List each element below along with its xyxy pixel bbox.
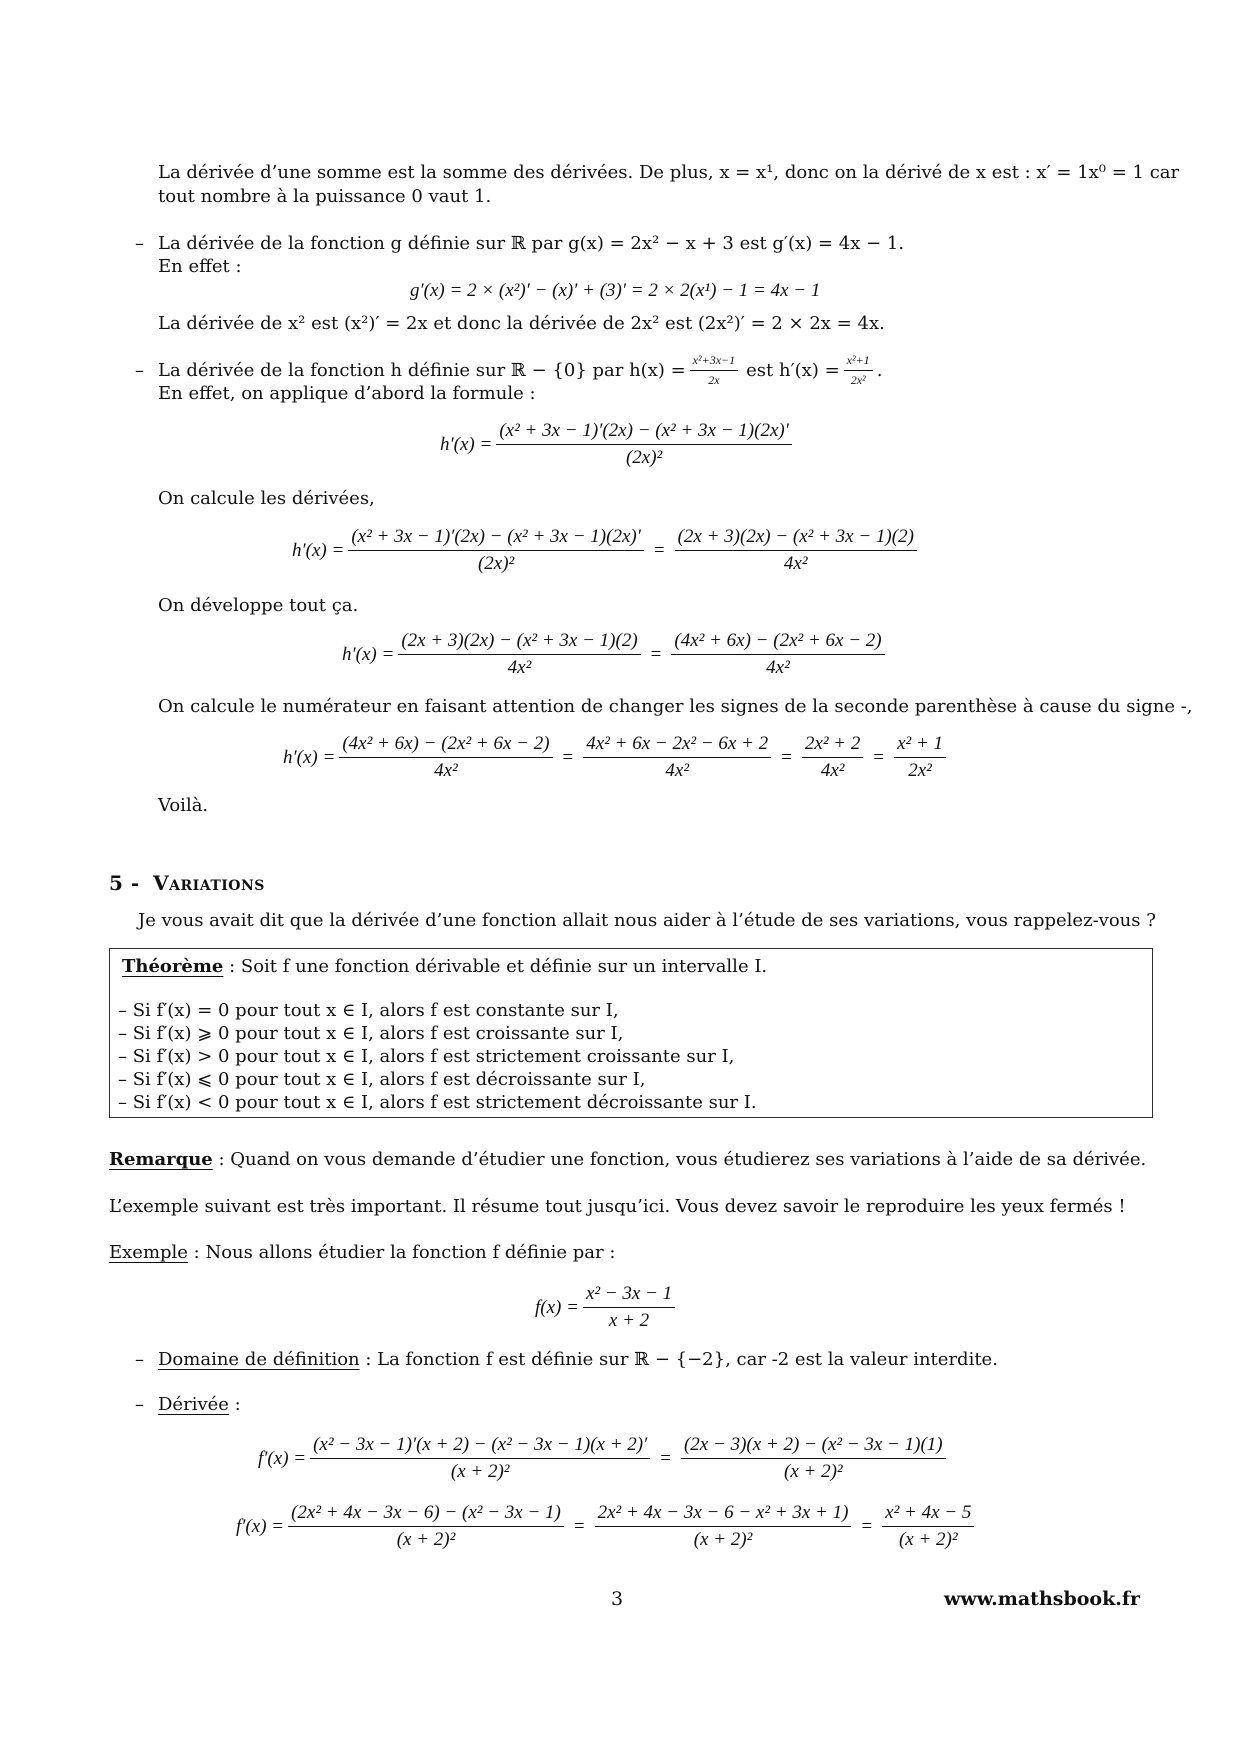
theorem-item: – Si f′(x) > 0 pour tout x ∈ I, alors f est strictement croissante sur I, [118,1046,735,1067]
text-developpe: On développe tout ça. [158,595,359,616]
fraction [348,526,644,575]
fraction-numerator: 2x² + 4x − 3x − 6 − x² + 3x + 1) [595,1502,852,1527]
fraction [339,733,552,782]
fraction-numerator: x²+1 [844,353,873,371]
fraction-denominator: 2x² [850,372,866,387]
fraction [310,1434,650,1483]
item-g-line-1: La dérivée de la fonction g définie sur ℝ par g(x) = 2x² − x + 3 est g′(x) = 4x − 1. [158,233,905,254]
equation-h-derivatives: h′(x) = $\frac{\text{(x² + 3x − 1)′(2x) − (x² + 3x − 1)(2x)′}}{\text{(2x)²}}$ = $\frac{\text{(2x + 3)(2x) − (x² + 3x − 1)(2)}}{\text{4x²}}$ [292,526,921,575]
fraction-denominator: 4x² [507,657,532,678]
section-number: 5 - [109,871,140,895]
theorem-statement [122,956,767,978]
item-h-line-1: La dérivée de la fonction h définie sur ℝ − {0} par h(x) = $\frac{\text{x²+3x−1}}{2x}$ est h′(x) = $\frac{\text{x²+1}}{\text{2x²}}$ . [158,352,883,387]
fraction-denominator: (x + 2)² [898,1529,958,1550]
item-g-line-2: En effet : [158,256,242,277]
fraction-denominator: 4x² [434,760,458,781]
site-url: www.mathsbook.fr [944,1588,1141,1610]
fraction [894,733,946,782]
fraction-denominator: (x + 2)² [693,1529,753,1550]
fraction-numerator: x² + 4x − 5 [882,1502,974,1527]
fraction [496,420,792,469]
equation-lhs: f′(x) = [236,1515,285,1537]
fraction-numerator: (4x² + 6x) − (2x² + 6x − 2) [339,733,552,758]
fraction-denominator: 4x² [766,657,790,678]
fraction [671,630,884,679]
fraction-numerator: (2x² + 4x − 3x − 6) − (x² − 3x − 1) [288,1502,564,1527]
theorem-item: – Si f′(x) < 0 pour tout x ∈ I, alors f est strictement décroissante sur I. [118,1092,757,1113]
section-heading [109,871,265,895]
bullet-dash: – [135,360,144,381]
fraction-denominator: 4x² [783,553,808,574]
equation-g-prime: g′(x) = 2 × (x²)′ − (x)′ + (3)′ = 2 × 2(x¹) − 1 = 4x − 1 [410,280,821,301]
item-h-text-b: est h′(x) = [746,359,840,381]
item-h-line-2: En effet, on applique d’abord la formule : [158,383,536,404]
bullet-dash: – [135,1349,144,1370]
section-title: Variations [153,871,265,895]
fraction-denominator: x + 2 [608,1310,650,1331]
example [109,1242,615,1264]
equation-h-formula [440,420,796,469]
fraction-numerator: 2x² + 2 [802,733,863,758]
fraction-denominator: (x + 2)² [396,1529,456,1550]
equation-f-definition [535,1283,679,1332]
fraction [690,353,738,388]
text-numerateur: On calcule le numérateur en faisant attention de changer les signes de la seconde parenthèse à cause du signe -, [158,696,1193,717]
fraction [595,1502,852,1551]
fraction-denominator: (x + 2)² [450,1461,510,1482]
fraction-denominator: (x + 2)² [784,1461,843,1482]
fraction [288,1502,564,1551]
item-h-text-a: La dérivée de la fonction h définie sur ℝ − {0} par h(x) = [158,359,686,381]
bullet-dash: – [135,233,144,254]
theorem-item: – Si f′(x) ⩾ 0 pour tout x ∈ I, alors f est croissante sur I, [118,1023,624,1044]
equation-lhs: h′(x) = [440,433,493,455]
equation-f-prime-2: f′(x) = $\frac{\text{(2x² + 4x − 3x − 6) − (x² − 3x − 1)}}{\text{(x + 2)²}}$ = $\frac{\text{2x² + 4x − 3x − 6 − x² + 3x + 1)}}{\text{(x + 2)²}}$ = $\frac{\text{x² + 4x − 5}}{\text{(x + 2)²}}$ [236,1502,978,1551]
fraction [681,1434,946,1483]
section-intro: Je vous avait dit que la dérivée d’une fonction allait nous aider à l’étude de ses variations, vous rappelez-vous ? [138,910,1156,931]
equation-lhs: h′(x) = [342,643,395,665]
fraction-numerator: (2x + 3)(2x) − (x² + 3x − 1)(2) [675,526,917,551]
fraction-numerator: 4x² + 6x − 2x² − 6x + 2 [583,733,771,758]
fraction-denominator: (2x)² [625,447,663,468]
equation-lhs: f′(x) = [258,1447,307,1469]
equation-f-prime-1: f′(x) = $\frac{\text{(x² − 3x − 1)′(x + 2) − (x² − 3x − 1)(x + 2)′}}{\text{(x + 2)²}}$ = $\frac{\text{(2x − 3)(x + 2) − (x² − 3x − 1)(1)}}{\text{(x + 2)²}}$ [258,1434,950,1483]
equation-lhs: h′(x) = [283,746,336,768]
fraction-numerator: (2x + 3)(2x) − (x² + 3x − 1)(2) [398,630,640,655]
important-note: L’exemple suivant est très important. Il résume tout jusqu’ici. Vous devez savoir le reproduire les yeux fermés ! [109,1196,1126,1217]
remark-label: Remarque [109,1149,213,1170]
text-voila: Voilà. [158,795,209,816]
fraction-numerator: (x² + 3x − 1)′(2x) − (x² + 3x − 1)(2x)′ [348,526,644,551]
fraction-denominator: 4x² [665,760,690,781]
theorem-label: Théorème [122,956,224,977]
equation-lhs: f(x) = [535,1296,579,1318]
fraction-numerator: (2x − 3)(x + 2) − (x² − 3x − 1)(1) [681,1434,946,1459]
fraction [802,733,863,782]
fraction-denominator: 2x² [908,760,932,781]
fraction [675,526,917,575]
item-g-line-3: La dérivée de x² est (x²)′ = 2x et donc la dérivée de 2x² est (2x²)′ = 2 × 2x = 4x. [158,313,885,334]
fraction-denominator: 2x [708,372,720,387]
fraction-numerator: x² + 1 [894,733,946,758]
example-text: : Nous allons étudier la fonction f définie par : [187,1242,616,1263]
fraction-numerator: x² − 3x − 1 [583,1283,675,1308]
remark [109,1149,1146,1171]
fraction-numerator: (4x² + 6x) − (2x² + 6x − 2) [671,630,884,655]
equation-h-result: h′(x) = $\frac{\text{(4x² + 6x) − (2x² + 6x − 2)}}{\text{4x²}}$ = $\frac{\text{4x² + 6x − 2x² − 6x + 2}}{\text{4x²}}$ = $\frac{\text{2x² + 2}}{\text{4x²}}$ = $\frac{\text{x² + 1}}{\text{2x²}}$ [283,733,950,782]
domain-label: Domaine de définition [158,1349,360,1370]
fraction [882,1502,974,1551]
derivative-colon: : [228,1394,241,1415]
text-calc-derivees: On calcule les dérivées, [158,488,375,509]
fraction-denominator: 4x² [820,760,845,781]
fraction [398,630,640,679]
bullet-dash: – [135,1394,144,1415]
fraction-denominator: (2x)² [477,553,515,574]
theorem-item: – Si f′(x) = 0 pour tout x ∈ I, alors f est constante sur I, [118,1000,619,1021]
theorem-item: – Si f′(x) ⩽ 0 pour tout x ∈ I, alors f est décroissante sur I, [118,1069,646,1090]
fraction-numerator: (x² + 3x − 1)′(2x) − (x² + 3x − 1)(2x)′ [496,420,792,445]
domain-text: : La fonction f est définie sur ℝ − {−2}, car -2 est la valeur interdite. [359,1349,998,1370]
fraction [583,1283,675,1332]
remark-text: : Quand on vous demande d’étudier une fonction, vous étudierez ses variations à l’aide de sa dérivée. [212,1149,1147,1170]
equation-h-develop: h′(x) = $\frac{\text{(2x + 3)(2x) − (x² + 3x − 1)(2)}}{\text{4x²}}$ = $\frac{\text{(4x² + 6x) − (2x² + 6x − 2)}}{\text{4x²}}$ [342,630,889,679]
page-number: 3 [611,1588,624,1610]
fraction-numerator: x²+3x−1 [690,353,738,371]
intro-line-2: tout nombre à la puissance 0 vaut 1. [158,186,492,207]
theorem-text: : Soit f une fonction dérivable et définie sur un intervalle I. [223,956,768,977]
example-label: Exemple [109,1242,188,1263]
intro-line-1: La dérivée d’une somme est la somme des dérivées. De plus, x = x¹, donc on la dérivé de x est : x′ = 1x⁰ = 1 car [158,162,1180,183]
domain-line [158,1349,998,1371]
fraction-numerator: (x² − 3x − 1)′(x + 2) − (x² − 3x − 1)(x + 2)′ [310,1434,650,1459]
theorem-box [109,948,1153,1118]
fraction [844,353,873,388]
fraction [583,733,771,782]
derivative-line [158,1394,241,1416]
derivative-label: Dérivée [158,1394,229,1415]
equation-lhs: h′(x) = [292,539,345,561]
